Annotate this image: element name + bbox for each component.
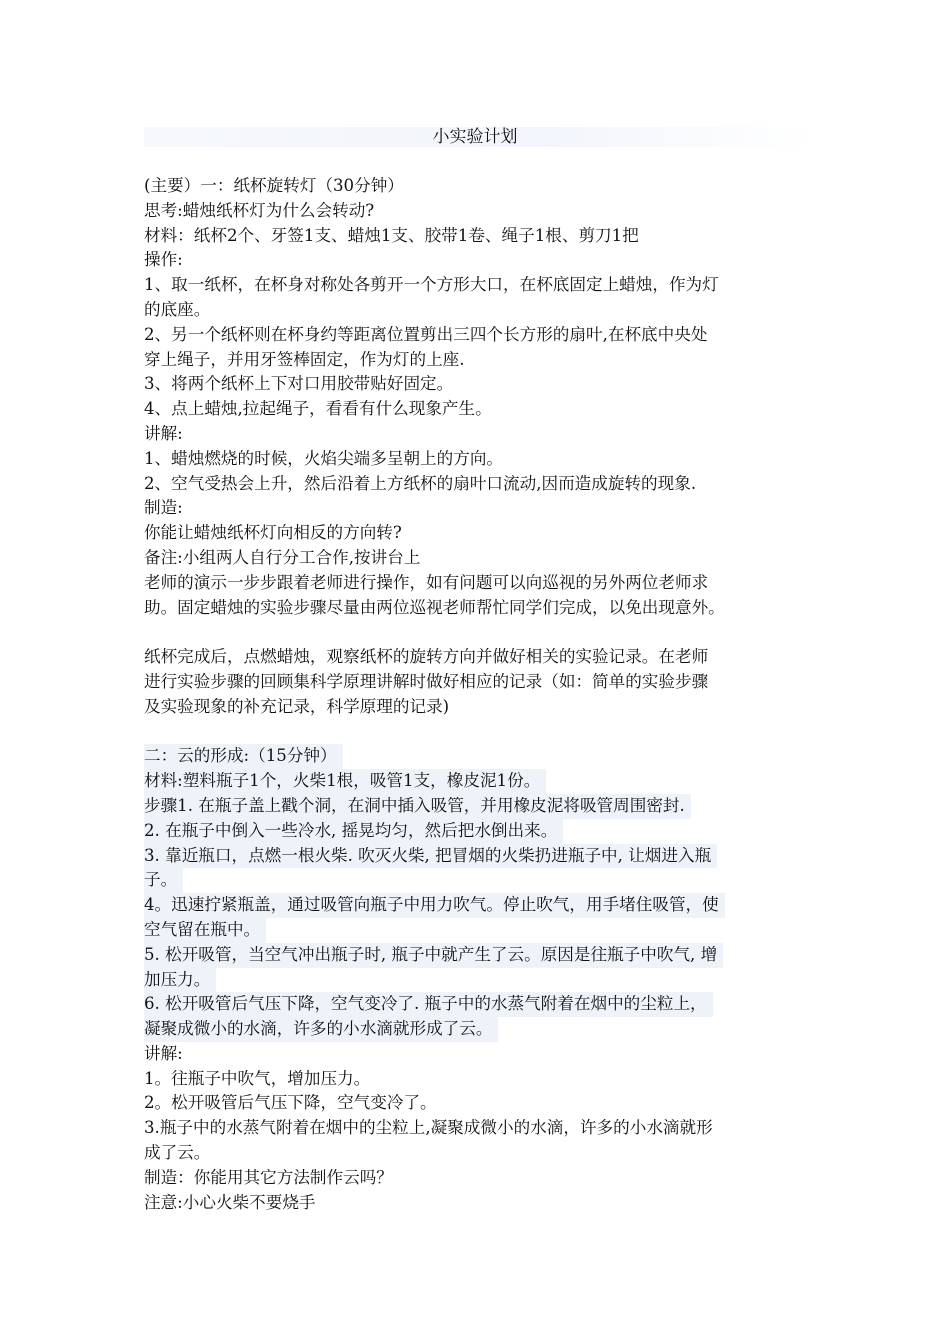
section2-heading: 二：云的形成:（15分钟） (144, 744, 343, 769)
section2-step3-line1: 3. 靠近瓶口，点燃一根火柴. 吹灭火柴, 把冒烟的火柴扔进瓶子中, 让烟进入瓶 (144, 844, 717, 869)
section1-op1-line2: 的底座。 (144, 299, 211, 319)
section2-exp3-line1: 3.瓶子中的水蒸气附着在烟中的尘粒上,凝聚成微小的水滴，许多的小水滴就形 (144, 1118, 713, 1138)
section2-step4-line1: 4。迅速拧紧瓶盖，通过吸管向瓶子中用力吹气。停止吹气，用手堵住吸管，使 (144, 893, 725, 918)
section2-step1: 步骤1. 在瓶子盖上戳个洞，在洞中插入吸管，并用橡皮泥将吸管周围密封. (144, 794, 691, 819)
section1-op-label: 操作: (144, 250, 183, 270)
section1-note-line3: 助。固定蜡烛的实验步骤尽量由两位巡视老师帮忙同学们完成，以免出现意外。 (144, 597, 725, 617)
section1-heading: (主要）一：纸杯旋转灯（30分钟） (144, 176, 404, 195)
section1-op2-line1: 2、另一个纸杯则在杯身约等距离位置剪出三四个长方形的扇叶,在杯底中央处 (144, 324, 708, 344)
section1-make-label: 制造: (144, 498, 183, 518)
section1-materials: 材料：纸杯2个、牙签1支、蜡烛1支、胶带1卷、绳子1根、剪刀1把 (144, 225, 639, 245)
section2-step6-line2: 凝聚成微小的水滴，许多的小水滴就形成了云。 (144, 1017, 498, 1042)
section2-step3-line2: 子。 (144, 868, 183, 893)
section2-exp3-line2: 成了云。 (144, 1143, 211, 1163)
section1-record-line3: 及实验现象的补充记录，科学原理的记录) (144, 696, 450, 716)
section1-exp2: 2、空气受热会上升，然后沿着上方纸杯的扇叶口流动,因而造成旋转的现象. (144, 473, 697, 493)
section2-step5-line2: 加压力。 (144, 968, 216, 993)
section1-op2-line2: 穿上绳子，并用牙签棒固定，作为灯的上座. (144, 349, 465, 369)
section2-make: 制造：你能用其它方法制作云吗？ (144, 1167, 393, 1187)
section2-step2: 2. 在瓶子中倒入一些冷水, 摇晃均匀，然后把水倒出来。 (144, 819, 563, 844)
document-body (144, 174, 814, 1215)
section1-op3: 3、将两个纸杯上下对口用胶带贴好固定。 (144, 374, 454, 394)
section1-think: 思考:蜡烛纸杯灯为什么会转动? (144, 200, 375, 220)
section1-record-line2: 进行实验步骤的回顾集科学原理讲解时做好相应的记录（如：简单的实验步骤 (144, 671, 709, 691)
section2-exp-label: 讲解: (144, 1043, 183, 1063)
section1-exp-label: 讲解: (144, 423, 183, 443)
section1-make-question: 你能让蜡烛纸杯灯向相反的方向转? (144, 523, 402, 543)
section1-note-line1: 备注:小组两人自行分工合作,按讲台上 (144, 547, 421, 567)
section2-exp1: 1。往瓶子中吹气，增加压力。 (144, 1068, 371, 1088)
section2-step6-line1: 6. 松开吸管后气压下降，空气变冷了. 瓶子中的水蒸气附着在烟中的尘粒上， (144, 992, 713, 1017)
section2-exp2: 2。松开吸管后气压下降，空气变冷了。 (144, 1093, 437, 1113)
spacer (144, 620, 814, 645)
section1-record-line1: 纸杯完成后，点燃蜡烛，观察纸杯的旋转方向并做好相关的实验记录。在老师 (144, 647, 709, 667)
section2-caution: 注意:小心火柴不要烧手 (144, 1192, 316, 1212)
spacer (144, 720, 814, 745)
section1-op1-line1: 1、取一纸杯，在杯身对称处各剪开一个方形大口，在杯底固定上蜡烛，作为灯 (144, 275, 719, 295)
section1-op4: 4、点上蜡烛,拉起绳子，看看有什么现象产生。 (144, 399, 492, 419)
section1-note-line2: 老师的演示一步步跟着老师进行操作，如有问题可以向巡视的另外两位老师求 (144, 572, 709, 592)
section2-step5-line1: 5. 松开吸管，当空气冲出瓶子时, 瓶子中就产生了云。原因是往瓶子中吹气, 增 (144, 943, 723, 968)
section2-materials: 材料:塑料瓶子1个，火柴1根，吸管1支，橡皮泥1份。 (144, 769, 546, 794)
section1-exp1: 1、蜡烛燃烧的时候，火焰尖端多呈朝上的方向。 (144, 448, 504, 468)
page-title: 小实验计划 (432, 127, 518, 147)
section2-step4-line2: 空气留在瓶中。 (144, 918, 266, 943)
